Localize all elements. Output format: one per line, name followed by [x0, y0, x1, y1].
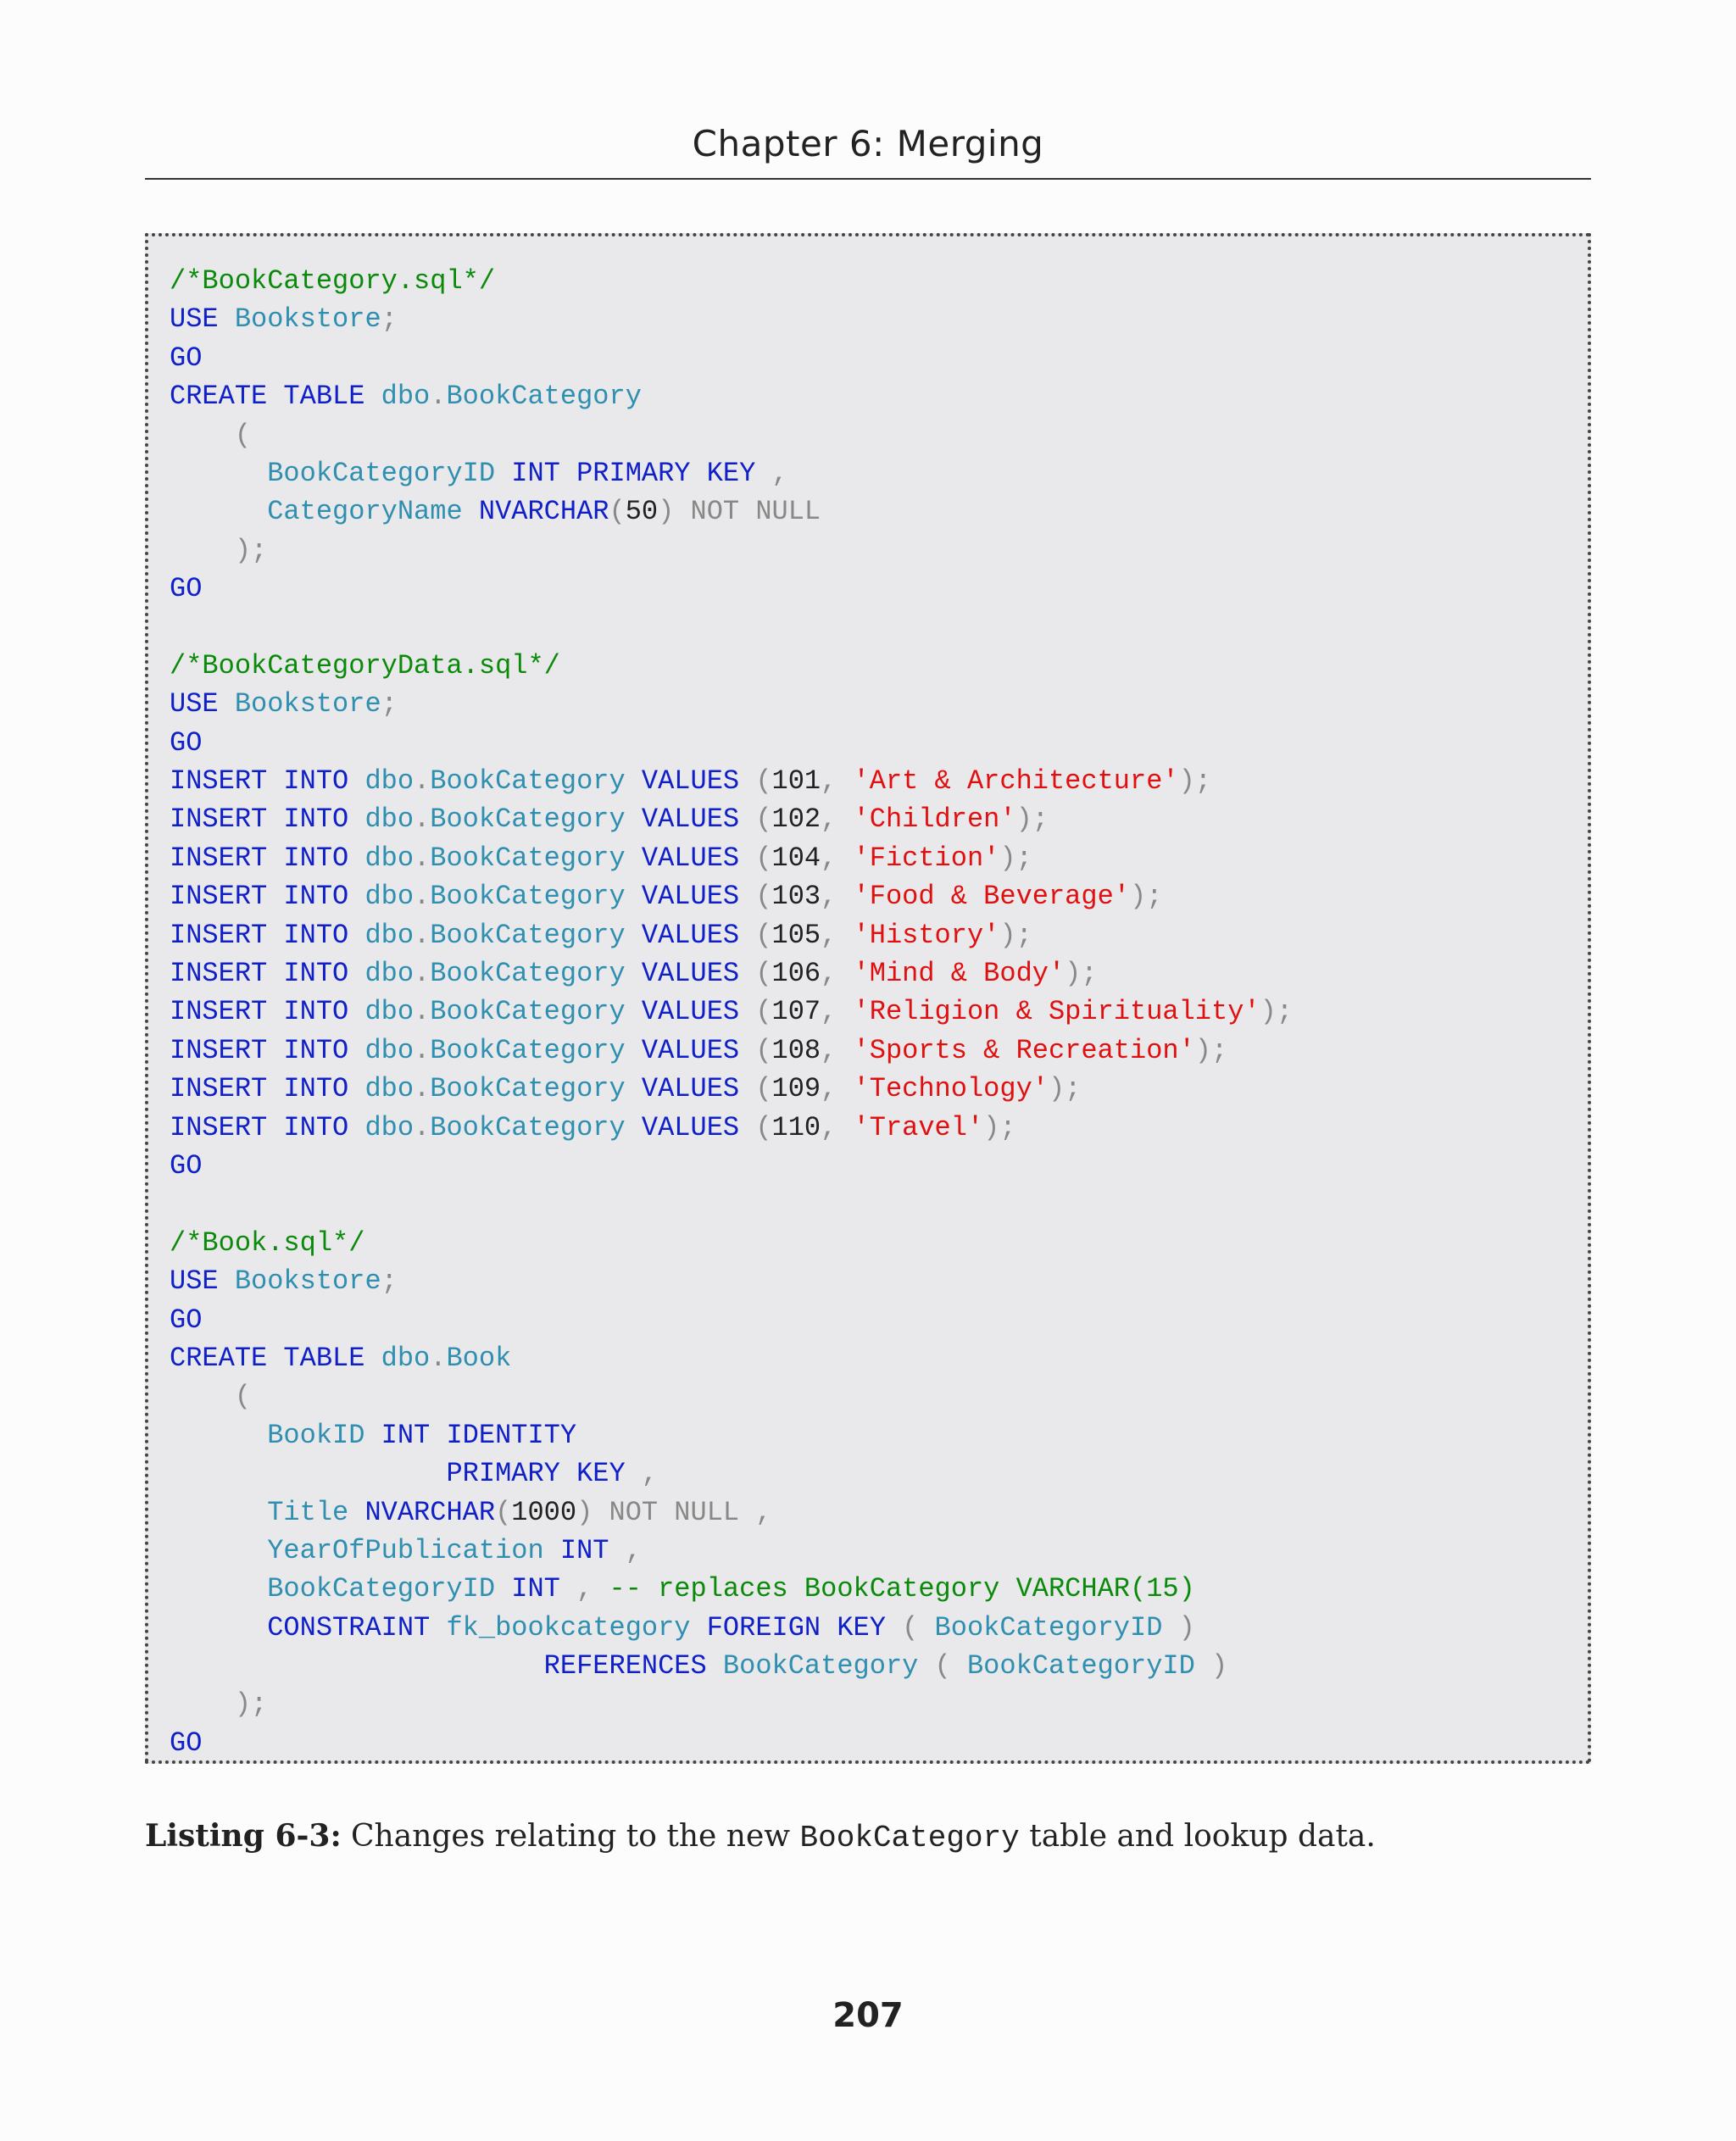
- code-line: [170, 1416, 1293, 1454]
- code-token: [626, 804, 642, 835]
- code-token: (: [755, 1111, 772, 1143]
- code-token: BookCategoryID: [966, 1650, 1195, 1682]
- code-token: 1000: [511, 1496, 577, 1528]
- code-token: );: [1260, 996, 1294, 1028]
- code-token: [691, 1612, 707, 1643]
- code-line: [170, 454, 1293, 492]
- code-token: ): [1211, 1650, 1228, 1682]
- code-token: [348, 1035, 364, 1066]
- code-token: [170, 1573, 267, 1604]
- code-token: CREATE TABLE: [170, 1342, 365, 1374]
- code-token: dbo: [364, 958, 415, 990]
- code-token: VALUES: [641, 1111, 740, 1143]
- code-line: [170, 492, 1293, 531]
- code-token: PRIMARY KEY: [446, 1458, 626, 1490]
- code-line: [170, 1262, 1293, 1300]
- code-line: [170, 1454, 1293, 1493]
- code-line: [170, 339, 1293, 377]
- code-token: 'Mind & Body': [853, 958, 1066, 990]
- page-number: 207: [832, 1996, 904, 2035]
- caption-code-term: BookCategory: [799, 1821, 1020, 1855]
- code-token: .: [430, 1342, 447, 1374]
- code-token: );: [1048, 1073, 1082, 1105]
- code-token: dbo: [364, 804, 415, 836]
- code-line: [170, 1647, 1293, 1685]
- code-line: [170, 570, 1293, 608]
- code-line: [170, 416, 1293, 454]
- code-token: [626, 842, 642, 874]
- code-token: BookCategory: [430, 1034, 626, 1066]
- code-token: 102: [771, 804, 821, 836]
- code-line: [170, 1147, 1293, 1185]
- code-token: [739, 920, 755, 951]
- code-token: [739, 1035, 755, 1066]
- code-token: 50: [625, 496, 659, 528]
- code-token: [348, 842, 364, 874]
- code-token: ,: [821, 996, 854, 1028]
- code-token: dbo: [381, 381, 431, 413]
- code-token: (: [934, 1650, 951, 1682]
- code-token: [626, 958, 642, 989]
- code-token: (: [902, 1611, 919, 1643]
- code-token: .: [414, 842, 431, 874]
- code-token: [918, 1612, 934, 1643]
- code-token: (: [755, 919, 772, 951]
- code-token: dbo: [364, 996, 415, 1028]
- code-token: (: [495, 1496, 512, 1528]
- code-token: [170, 496, 267, 527]
- code-line: [170, 724, 1293, 762]
- code-token: ,: [625, 1534, 642, 1566]
- code-token: [739, 765, 755, 797]
- code-token: INSERT INTO: [170, 842, 349, 874]
- listing-caption: [145, 1818, 1591, 1855]
- code-token: .: [414, 1034, 431, 1066]
- code-token: BookCategoryID: [267, 457, 496, 489]
- code-token: [364, 1343, 381, 1374]
- code-token: [609, 1535, 625, 1566]
- code-line: [170, 1377, 1293, 1415]
- code-token: ,: [821, 1111, 854, 1143]
- code-token: dbo: [364, 765, 415, 798]
- code-token: [364, 381, 381, 412]
- code-line: [170, 1339, 1293, 1377]
- code-token: INT: [511, 1573, 560, 1605]
- code-line: [170, 1532, 1293, 1570]
- code-token: ,: [821, 765, 854, 798]
- code-token: .: [414, 804, 431, 836]
- code-token: INSERT INTO: [170, 765, 349, 798]
- code-token: [348, 996, 364, 1027]
- code-token: 'Food & Beverage': [853, 881, 1130, 913]
- code-token: ;: [381, 1265, 398, 1298]
- code-token: [170, 1650, 544, 1682]
- code-token: FOREIGN KEY: [706, 1611, 886, 1643]
- code-token: dbo: [364, 1073, 415, 1105]
- code-line: [170, 377, 1293, 415]
- code-line: [170, 1109, 1293, 1147]
- code-token: 'History': [853, 919, 1000, 951]
- code-line: [170, 262, 1293, 300]
- code-token: BookCategory: [446, 381, 642, 413]
- code-line: [170, 1032, 1293, 1070]
- code-line: [170, 993, 1293, 1031]
- code-token: Bookstore: [234, 303, 381, 336]
- code-line: [170, 916, 1293, 954]
- code-token: BookCategory: [430, 996, 626, 1028]
- code-token: ,: [641, 1458, 659, 1490]
- code-token: 101: [771, 765, 821, 798]
- code-token: 107: [771, 996, 821, 1028]
- code-token: [1162, 1612, 1178, 1643]
- code-token: [495, 458, 511, 489]
- code-token: .: [414, 996, 431, 1028]
- code-token: (: [234, 419, 252, 451]
- code-token: 108: [771, 1034, 821, 1066]
- code-token: [348, 920, 364, 951]
- code-line: [170, 685, 1293, 723]
- code-token: dbo: [364, 842, 415, 874]
- code-token: );: [983, 1111, 1016, 1143]
- chapter-title: Chapter 6: Merging: [692, 123, 1044, 164]
- code-token: BookCategory: [430, 1111, 626, 1143]
- code-token: BookCategory: [430, 1073, 626, 1105]
- code-line: [170, 647, 1293, 685]
- code-token: );: [1194, 1034, 1228, 1066]
- code-token: USE: [170, 303, 219, 336]
- code-token: [348, 881, 364, 912]
- code-token: ;: [381, 688, 398, 720]
- code-line: [170, 1224, 1293, 1262]
- code-token: .: [430, 381, 447, 413]
- page-header: [145, 110, 1591, 180]
- code-line: [170, 1609, 1293, 1647]
- code-token: NVARCHAR: [478, 496, 609, 528]
- code-token: 104: [771, 842, 821, 874]
- code-token: ,: [821, 958, 854, 990]
- code-line: [170, 1570, 1293, 1608]
- code-token: [1195, 1650, 1211, 1682]
- code-token: NVARCHAR: [364, 1496, 496, 1528]
- code-line: [170, 762, 1293, 800]
- code-token: BookID: [267, 1419, 365, 1451]
- code-token: );: [1178, 765, 1211, 798]
- code-token: 105: [771, 919, 821, 951]
- code-line: [170, 531, 1293, 570]
- code-token: BookCategory: [430, 881, 626, 913]
- code-token: BookCategory: [430, 842, 626, 874]
- code-token: ,: [821, 804, 854, 836]
- code-token: 110: [771, 1111, 821, 1143]
- code-token: GO: [170, 1304, 203, 1336]
- code-token: dbo: [364, 881, 415, 913]
- code-token: [170, 535, 235, 566]
- code-token: -- replaces BookCategory VARCHAR(15): [609, 1573, 1195, 1605]
- code-token: );: [1129, 881, 1163, 913]
- code-token: [170, 1612, 267, 1643]
- code-token: GO: [170, 1727, 203, 1759]
- code-token: CREATE TABLE: [170, 381, 365, 413]
- code-token: ,: [821, 1073, 854, 1105]
- code-token: /*Book.sql*/: [170, 1226, 365, 1259]
- code-token: [170, 458, 267, 489]
- code-token: 'Children': [853, 804, 1016, 836]
- code-token: ,: [771, 457, 788, 489]
- code-token: fk_bookcategory: [446, 1611, 691, 1643]
- code-token: 'Art & Architecture': [853, 765, 1179, 798]
- code-token: [626, 1073, 642, 1104]
- code-token: ,: [576, 1573, 593, 1605]
- code-token: [348, 804, 364, 835]
- code-token: 'Sports & Recreation': [853, 1034, 1195, 1066]
- code-token: [739, 804, 755, 835]
- code-token: GO: [170, 342, 203, 374]
- code-listing: [145, 233, 1591, 1764]
- code-token: Bookstore: [234, 1265, 381, 1298]
- code-token: Title: [267, 1496, 349, 1528]
- code-token: [495, 1573, 511, 1604]
- code-token: [739, 958, 755, 989]
- code-token: (: [755, 881, 772, 913]
- code-token: BookCategoryID: [934, 1611, 1163, 1643]
- code-token: 103: [771, 881, 821, 913]
- code-token: (: [234, 1381, 252, 1413]
- code-token: [170, 1688, 235, 1720]
- caption-text-after: table and lookup data.: [1019, 1819, 1376, 1854]
- code-token: );: [1065, 958, 1098, 990]
- code-token: [348, 1073, 364, 1104]
- code-token: VALUES: [641, 804, 740, 836]
- code-token: INSERT INTO: [170, 996, 349, 1028]
- code-token: 109: [771, 1073, 821, 1105]
- code-token: [348, 765, 364, 797]
- code-token: GO: [170, 726, 203, 759]
- code-token: VALUES: [641, 958, 740, 990]
- code-token: (: [755, 1073, 772, 1105]
- code-line: [170, 300, 1293, 338]
- code-token: VALUES: [641, 996, 740, 1028]
- code-token: [364, 1420, 381, 1451]
- code-token: [170, 420, 235, 451]
- code-token: (: [755, 1034, 772, 1066]
- code-token: (: [755, 765, 772, 798]
- code-token: BookCategory: [430, 765, 626, 798]
- code-line: [170, 1070, 1293, 1108]
- code-token: /*BookCategoryData.sql*/: [170, 649, 560, 681]
- code-token: ,: [821, 919, 854, 951]
- code-line: [170, 1685, 1293, 1723]
- code-token: .: [414, 881, 431, 913]
- code-token: [626, 1035, 642, 1066]
- code-token: (: [755, 996, 772, 1028]
- code-token: [430, 1612, 446, 1643]
- code-token: (: [755, 958, 772, 990]
- code-token: [219, 688, 235, 720]
- code-token: [626, 765, 642, 797]
- code-token: dbo: [364, 919, 415, 951]
- code-token: .: [414, 919, 431, 951]
- code-line: [170, 800, 1293, 838]
- code-token: );: [1015, 804, 1049, 836]
- code-token: .: [414, 765, 431, 798]
- code-line: [170, 1724, 1293, 1762]
- code-line: [170, 877, 1293, 915]
- code-token: [707, 1650, 723, 1682]
- code-token: [626, 996, 642, 1027]
- code-token: [626, 920, 642, 951]
- code-token: [463, 496, 479, 527]
- code-token: [544, 1535, 560, 1566]
- code-token: );: [234, 534, 268, 566]
- code-line: [170, 1185, 1293, 1223]
- code-token: dbo: [381, 1342, 431, 1374]
- code-token: [219, 303, 235, 335]
- code-token: [951, 1650, 967, 1682]
- code-token: USE: [170, 688, 219, 720]
- code-token: VALUES: [641, 881, 740, 913]
- code-token: ,: [821, 881, 854, 913]
- code-token: BookCategory: [722, 1650, 919, 1682]
- code-token: [560, 1573, 576, 1604]
- code-token: 'Technology': [853, 1073, 1049, 1105]
- code-line: [170, 1301, 1293, 1339]
- code-token: [348, 958, 364, 989]
- code-token: [170, 1458, 446, 1489]
- code-token: REFERENCES: [543, 1650, 707, 1682]
- caption-label: Listing 6-3:: [145, 1818, 342, 1854]
- code-token: CategoryName: [267, 496, 463, 528]
- code-token: INSERT INTO: [170, 1034, 349, 1066]
- code-token: VALUES: [641, 842, 740, 874]
- code-token: CONSTRAINT: [267, 1611, 431, 1643]
- code-token: INSERT INTO: [170, 881, 349, 913]
- code-line: [170, 609, 1293, 647]
- code-token: .: [414, 1073, 431, 1105]
- code-token: INSERT INTO: [170, 919, 349, 951]
- code-token: [626, 1112, 642, 1143]
- code-token: (: [609, 496, 626, 528]
- code-token: [348, 1112, 364, 1143]
- code-token: [886, 1612, 902, 1643]
- code-token: Book: [446, 1342, 512, 1374]
- code-token: 'Religion & Spirituality': [853, 996, 1260, 1028]
- code-token: [170, 1420, 267, 1451]
- code-token: );: [999, 842, 1032, 874]
- code-token: [593, 1573, 609, 1604]
- code-token: BookCategoryID: [267, 1573, 496, 1605]
- code-token: INSERT INTO: [170, 1073, 349, 1105]
- code-token: 'Travel': [853, 1111, 984, 1143]
- code-token: [755, 458, 771, 489]
- code-token: BookCategory: [430, 919, 626, 951]
- code-token: [348, 1497, 364, 1528]
- code-token: VALUES: [641, 919, 740, 951]
- code-block: [170, 262, 1293, 1762]
- code-token: [626, 881, 642, 912]
- code-token: [739, 881, 755, 912]
- code-token: (: [755, 842, 772, 874]
- code-token: [739, 1112, 755, 1143]
- code-token: Bookstore: [234, 688, 381, 720]
- code-token: [739, 996, 755, 1027]
- code-token: INT IDENTITY: [381, 1419, 577, 1451]
- code-token: [170, 1381, 235, 1412]
- code-token: /*BookCategory.sql*/: [170, 265, 496, 297]
- code-token: ,: [821, 842, 854, 874]
- code-token: [219, 1265, 235, 1297]
- code-token: ;: [381, 303, 398, 336]
- code-token: INT PRIMARY KEY: [511, 457, 756, 489]
- code-token: INT: [559, 1534, 609, 1566]
- code-token: BookCategory: [430, 804, 626, 836]
- code-token: 106: [771, 958, 821, 990]
- code-token: [170, 1535, 267, 1566]
- code-token: [170, 1497, 267, 1528]
- code-token: ) NOT NULL ,: [576, 1496, 772, 1528]
- code-line: [170, 954, 1293, 993]
- code-token: ,: [821, 1034, 854, 1066]
- code-token: INSERT INTO: [170, 958, 349, 990]
- code-line: [170, 839, 1293, 877]
- code-token: [739, 842, 755, 874]
- code-token: GO: [170, 1149, 203, 1182]
- code-token: ): [1178, 1611, 1195, 1643]
- caption-text-before: Changes relating to the new: [351, 1819, 800, 1854]
- code-token: VALUES: [641, 765, 740, 798]
- code-token: .: [414, 958, 431, 990]
- code-token: GO: [170, 573, 203, 605]
- code-token: INSERT INTO: [170, 1111, 349, 1143]
- code-token: YearOfPublication: [267, 1534, 544, 1566]
- code-token: [626, 1458, 642, 1489]
- code-token: USE: [170, 1265, 219, 1298]
- code-token: BookCategory: [430, 958, 626, 990]
- code-token: ) NOT NULL: [658, 496, 821, 528]
- code-token: VALUES: [641, 1034, 740, 1066]
- code-line: [170, 1493, 1293, 1532]
- code-token: dbo: [364, 1034, 415, 1066]
- code-token: dbo: [364, 1111, 415, 1143]
- code-token: INSERT INTO: [170, 804, 349, 836]
- code-token: VALUES: [641, 1073, 740, 1105]
- code-token: );: [234, 1688, 268, 1721]
- code-token: (: [755, 804, 772, 836]
- code-token: );: [999, 919, 1032, 951]
- code-token: [918, 1650, 934, 1682]
- code-token: [739, 1073, 755, 1104]
- code-token: .: [414, 1111, 431, 1143]
- code-token: 'Fiction': [853, 842, 1000, 874]
